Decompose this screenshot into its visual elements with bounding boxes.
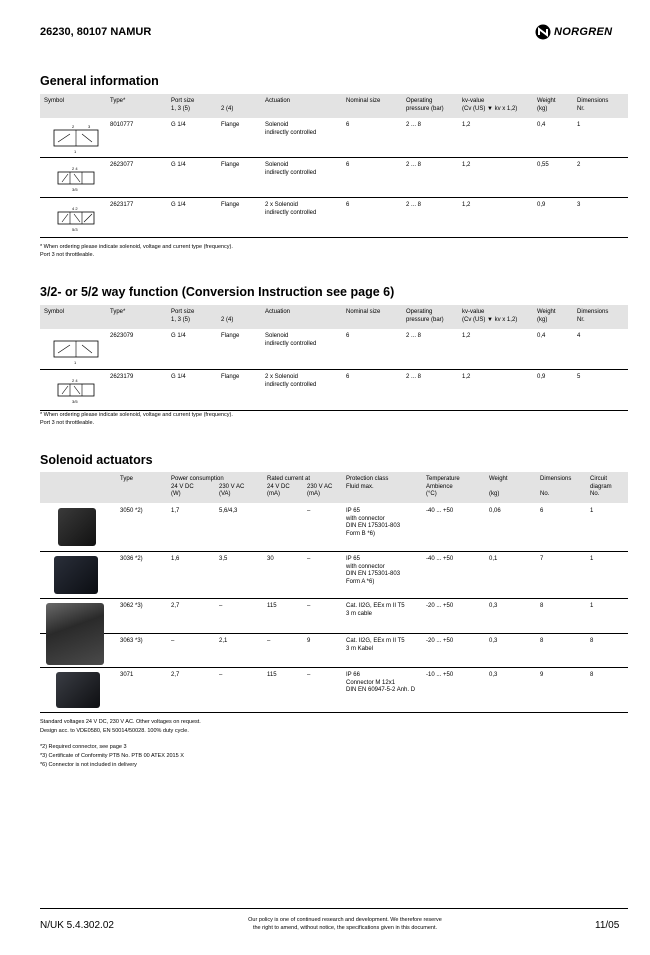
table-row: 2 3 1 8010777 G 1/4 Flange Solenoid indirectly controlled 6 2 ... 8 1,2 0,4 1 [40, 118, 628, 158]
general-notes: * When ordering please indicate solenoid, voltage and current type (frequency). Port 3 not throttleable. [40, 244, 233, 258]
brand-name: NORGREN [554, 26, 613, 38]
table-row: 3062 *3) 2,7 – 115 – Cat. II2G, EEx m II T5 3 m cable -20 ... +50 0,3 8 1 [40, 599, 628, 633]
col-dimensions: Dimensions Nr. [577, 98, 609, 112]
table-row: 3036 *2) 1,6 3,5 30 – IP 65 with connector DIN EN 175301-803 Form A *6) -40 ... +50 0,1 7 1 [40, 552, 628, 599]
col-port2: 2 (4) [221, 105, 234, 112]
solenoid-3062-photo [46, 603, 104, 665]
conversion-notes: * When ordering please indicate solenoid, voltage and current type (frequency). Port 3 not throttleable. [40, 412, 233, 426]
valve-symbol-icon [54, 164, 100, 194]
table-row: 3063 *3) – 2,1 – 9 Cat. II2G, EEx m II T5 3 m Kabel -20 ... +50 0,3 8 8 [40, 633, 628, 668]
table-row: 4 2 5/3 2623177 G 1/4 Flange 2 x Solenoid indirectly controlled 6 2 ... 8 1,2 0,9 3 [40, 198, 628, 238]
svg-text:2 4: 2 4 [72, 166, 78, 171]
section-title-general: General information [40, 74, 159, 88]
valve-symbol-icon [52, 122, 102, 154]
svg-text:3: 3 [88, 124, 91, 129]
footer-date: 11/05 [595, 920, 620, 931]
svg-text:4 2: 4 2 [72, 206, 78, 211]
svg-text:1: 1 [74, 149, 77, 154]
section-title-conversion: 3/2- or 5/2 way function (Conversion Instruction see page 6) [40, 285, 395, 299]
brand-logo [535, 24, 612, 40]
solenoid-3071-photo [56, 672, 100, 708]
col-type: Type* [110, 98, 126, 104]
col-kv: kv-value (Cv (US) ▼ kv x 1,2) [462, 98, 518, 112]
solenoid-3036-photo [54, 556, 98, 594]
col-nominal: Nominal size [346, 98, 381, 104]
solenoid-3050-photo [58, 508, 96, 546]
col-symbol: Symbol [44, 98, 65, 104]
col-actuation: Actuation [265, 98, 291, 104]
footer-doc-number: N/UK 5.4.302.02 [40, 920, 114, 931]
table-row: 2 4 3/5 2623179 G 1/4 Flange 2 x Solenoid indirectly controlled 6 2 ... 8 1,2 0,9 5 [40, 370, 628, 411]
footer-divider [40, 908, 628, 909]
table-header: Type Power consumption 24 V DC (W) 230 V AC (VA) Rated current at 24 V DC (mA) 230 V AC (mA) Protection class Fluid max. Temperature Ambience (°C) Weight (kg) Dimensions No. Circuit diagram No. [40, 472, 628, 503]
table-row: 3050 *2) 1,7 5,6/4,3 – IP 65 with connector DIN EN 175301-803 Form B *6) -40 ... +50 0,06 6 1 [40, 503, 628, 552]
col-pressure: Operating pressure (bar) [406, 98, 444, 112]
general-table [40, 94, 628, 238]
table-row: 2 4 3/5 2623077 G 1/4 Flange Solenoid indirectly controlled 6 2 ... 8 1,2 0,55 2 [40, 158, 628, 198]
valve-symbol-icon [52, 333, 102, 365]
document-title: 26230, 80107 NAMUR [40, 26, 152, 38]
col-weight: Weight (kg) [537, 98, 556, 112]
svg-text:2 4: 2 4 [72, 378, 78, 383]
valve-symbol-icon [54, 376, 100, 406]
table-row: 3071 2,7 – 115 – IP 66 Connector M 12x1 DIN EN 60947-5-2 Anh. D -10 ... +50 0,3 9 8 [40, 668, 628, 713]
col-port: Port size 1, 3 (5) [171, 98, 195, 112]
table-header [40, 94, 628, 118]
norgren-logo-icon [535, 24, 551, 40]
table-row: 1 2623079 G 1/4 Flange Solenoid indirectly controlled 6 2 ... 8 1,2 0,4 4 [40, 329, 628, 370]
table-header: Symbol Type* Port size 1, 3 (5) 2 (4) Actuation Nominal size Operating pressure (bar) kv-value (Cv (US) ▼ kv x 1,2) Weight (kg) Dimensions Nr. [40, 305, 628, 329]
footer-policy: Our policy is one of continued research and development. We therefore reserve the right to amend, without notice, the specifications given in this document. [248, 917, 442, 931]
solenoid-table [40, 472, 628, 713]
svg-text:3/5: 3/5 [72, 187, 78, 192]
svg-text:2: 2 [72, 124, 75, 129]
svg-text:5/3: 5/3 [72, 227, 78, 232]
section-title-solenoid: Solenoid actuators [40, 453, 153, 467]
svg-text:3/5: 3/5 [72, 399, 78, 404]
conversion-table [40, 305, 628, 411]
svg-text:1: 1 [74, 360, 77, 365]
solenoid-notes: Standard voltages 24 V DC, 230 V AC. Other voltages on request. Design acc. to VDE0580, EN 50014/50028. 100% duty cycle. *2) Required connector, see page 3 *3) Certificate of Conformity PTB No. PTB 00 ATEX 2015 X *6) Connector is not included in delivery [40, 719, 201, 768]
valve-symbol-icon [54, 204, 100, 234]
